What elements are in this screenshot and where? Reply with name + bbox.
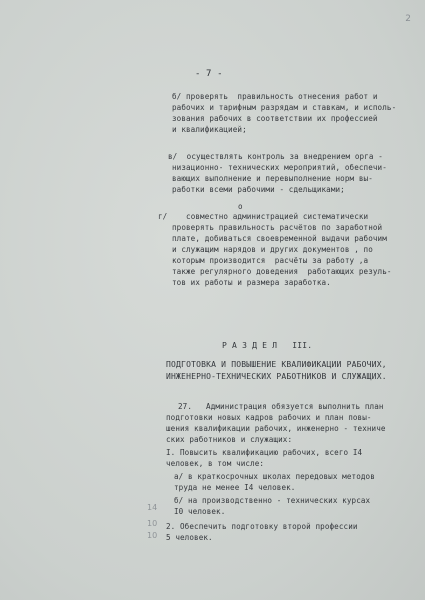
margin-mark: 10	[147, 519, 158, 528]
section-subtitle-line: ИНЖЕНЕРНО-ТЕХНИЧЕСКИХ РАБОТНИКОВ И СЛУЖАЩИХ.	[166, 372, 387, 381]
para-b-line: рабочих и тарифным разрядам и ставкам, и исполь-	[172, 103, 397, 112]
list-line: I0 человек.	[174, 507, 226, 516]
para-g-line: тов их работы и размера заработка.	[172, 278, 331, 287]
margin-mark: 14	[147, 503, 158, 512]
para-v-line: в/ осуществлять контроль за внедрением орга -	[168, 152, 383, 161]
handwritten-mark: о	[238, 202, 243, 211]
para-27-line: шения квалификации рабочих, инженерно - техниче	[166, 424, 386, 433]
para-27-line: ских работников и служащих:	[166, 435, 293, 444]
margin-mark: 10	[147, 531, 158, 540]
para-g-line: плате, добиваться своевременной выдачи рабочим	[172, 234, 387, 243]
para-b-line: и квалификацией;	[172, 125, 247, 134]
para-g-line: также регулярного доведения работающих резуль-	[172, 267, 392, 276]
para-27-line: 27. Администрация обязуется выполнить план	[178, 402, 384, 411]
list-line: б/ на производственно - технических курсах	[174, 496, 371, 505]
para-v-line: работки всеми рабочими - сдельщиками;	[172, 185, 345, 194]
para-v-line: низационно- технических мероприятий, обеспечи-	[172, 163, 387, 172]
para-v-line: вающих выполнение и перевыполнение норм вы-	[172, 174, 373, 183]
para-27-line: подготовки новых кадров рабочих и план повы-	[166, 413, 372, 422]
list-line: труда не менее I4 человек.	[174, 483, 296, 492]
corner-mark: 2	[405, 14, 411, 24]
para-g-line: г/ совместно администрацией систематически	[158, 212, 369, 221]
list-line: человек, в том числе:	[166, 459, 265, 468]
para-g-line: которым производится расчёты за работу ,а	[172, 256, 369, 265]
section-title: Р А З Д Е Л III.	[222, 341, 313, 350]
list-line: 5 человек.	[166, 533, 213, 542]
para-b-line: зования рабочих в соответствии их профессией	[172, 114, 378, 123]
page-number: - 7 -	[195, 69, 223, 79]
list-line: 2. Обеспечить подготовку второй профессии	[166, 522, 358, 531]
list-line: а/ в краткосрочных школах передовых методов	[174, 472, 375, 481]
para-b-line: б/ проверять правильность отнесения работ и	[172, 92, 378, 101]
para-g-line: проверять правильность расчётов по заработной	[172, 223, 383, 232]
para-g-line: и служащим нарядов и других документов , по	[172, 245, 373, 254]
list-line: I. Повысить квалификацию рабочих, всего I4	[166, 448, 363, 457]
section-subtitle-line: ПОДГОТОВКА И ПОВЫШЕНИЕ КВАЛИФИКАЦИИ РАБОЧИХ,	[166, 360, 387, 369]
